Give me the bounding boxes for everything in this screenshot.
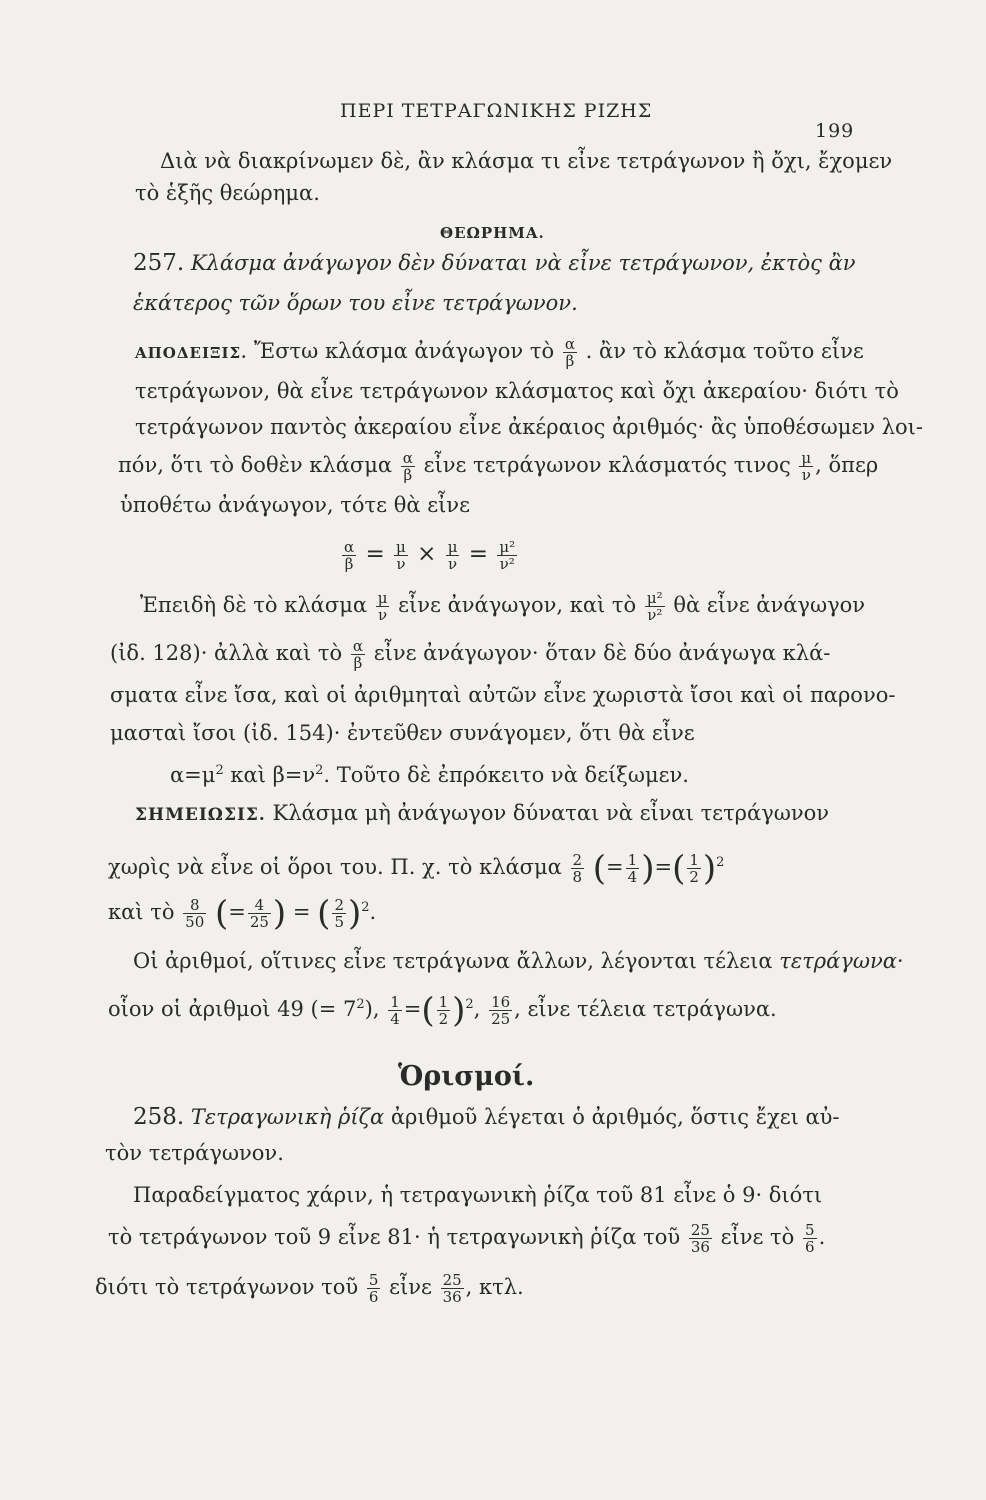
- proof-text-10c: καὶ β=ν: [223, 763, 316, 787]
- proof-text-1b: . ἂν τὸ κλάσμα τοῦτο εἶνε: [585, 339, 864, 363]
- running-header: ΠΕΡΙ ΤΕΤΡΑΓΩΝΙΚΗΣ ΡΙΖΗΣ: [340, 100, 653, 122]
- frac-num: α: [564, 335, 575, 353]
- proof-text-6c: θὰ εἶνε ἀνάγωγον: [673, 593, 866, 617]
- fraction-m-over-n: [799, 450, 813, 483]
- definition-number: 258.: [133, 1104, 185, 1130]
- equals-sign: =: [292, 900, 311, 924]
- perfect-text-2c: ),: [364, 997, 380, 1021]
- frac-den: ν: [448, 554, 458, 573]
- frac-den: 2: [689, 868, 699, 886]
- frac-den: ν: [378, 606, 388, 624]
- fraction-4-over-25: [248, 897, 271, 930]
- definition-text-4c: .: [818, 1225, 826, 1249]
- definitions-heading: Ὁρισμοί.: [398, 1061, 535, 1092]
- proof-text-4b: εἶνε τετράγωνον κλάσματός τινος: [423, 453, 791, 477]
- frac-den: 36: [690, 1238, 710, 1256]
- theorem-number: 257.: [133, 250, 185, 276]
- fraction-a-over-b: [342, 539, 356, 572]
- frac-num: 1: [390, 993, 400, 1011]
- definitions-line-5: [95, 1272, 524, 1305]
- proof-line-3: τετράγωνον παντὸς ἀκεραίου εἶνε ἀκέραιος ἀριθμός· ἂς ὑποθέσωμεν λοι-: [135, 415, 923, 439]
- frac-num: 16: [491, 993, 511, 1011]
- definitions-line-1: [133, 1104, 840, 1130]
- note-line-2: [108, 848, 725, 889]
- frac-num: μ: [447, 537, 458, 556]
- frac-den: 25: [491, 1010, 511, 1028]
- fraction-1-over-4: [388, 994, 402, 1027]
- frac-den: β: [353, 654, 363, 672]
- frac-num: α: [344, 537, 355, 556]
- superscript: 2: [356, 997, 365, 1012]
- proof-text-6b: εἶνε ἀνάγωγον, καὶ τὸ: [398, 593, 637, 617]
- equals-sign: =: [403, 997, 422, 1021]
- definition-text-4a: τὸ τετράγωνον τοῦ 9 εἶνε 81· ἡ τετραγωνικὴ ῥίζα τοῦ: [108, 1225, 681, 1249]
- perfect-text-2d: ,: [514, 997, 521, 1021]
- paren: ): [452, 990, 466, 1031]
- superscript: 2: [315, 763, 324, 778]
- proof-line-9: μασταὶ ἴσοι (ἰδ. 154)· ἐντεῦθεν συνάγομεν, ὅτι θὰ εἶνε: [110, 721, 695, 745]
- frac-num: α: [352, 637, 364, 655]
- fraction-1-over-4: [626, 852, 640, 885]
- proof-text-1a: Ἔστω κλάσμα ἀνάγωγον τὸ: [254, 339, 555, 363]
- superscript: 2: [465, 997, 474, 1012]
- paren: (: [317, 893, 331, 934]
- frac-num: 1: [627, 851, 638, 869]
- proof-line-7: [110, 638, 830, 671]
- frac-num: 1: [689, 851, 699, 869]
- fraction-m2-over-n2: [645, 590, 665, 623]
- frac-num: 8: [183, 897, 206, 914]
- definition-text-5c: , κτλ.: [465, 1275, 524, 1299]
- fraction-m-over-n: [394, 539, 408, 572]
- definition-text-5a: διότι τὸ τετράγωνον τοῦ: [95, 1275, 359, 1299]
- superscript: 2: [716, 855, 725, 870]
- fraction-25-over-36: [441, 1272, 464, 1305]
- proof-text-6a: Ἐπειδὴ δὲ τὸ κλάσμα: [140, 593, 368, 617]
- proof-text-10e: . Τοῦτο δὲ ἐπρόκειτο νὰ δείξωμεν.: [323, 763, 689, 787]
- frac-den: 4: [390, 1010, 400, 1028]
- frac-num: μ: [801, 449, 812, 467]
- paren: ): [702, 848, 717, 889]
- theorem-line-2: ἑκάτερος τῶν ὅρων του εἶνε τετράγωνον.: [133, 291, 578, 315]
- theorem-heading: ΘΕΩΡΗΜΑ.: [440, 224, 545, 242]
- note-line-1: [135, 800, 829, 828]
- proof-line-10: [170, 758, 689, 788]
- proof-text-10a: α=μ: [170, 763, 216, 787]
- fraction-16-over-25: [489, 994, 512, 1027]
- paren: ): [272, 893, 287, 934]
- frac-num: 25: [442, 1271, 462, 1289]
- fraction-2-over-5: [332, 897, 346, 930]
- fraction-5-over-6: [803, 1222, 817, 1255]
- definition-text-4b: εἶνε τὸ: [720, 1225, 795, 1249]
- fraction-1-over-2: [437, 994, 451, 1027]
- frac-num: 1: [438, 993, 449, 1011]
- perfect-line-2: [108, 990, 777, 1031]
- frac-den: ν²: [647, 606, 663, 624]
- times-sign: ×: [417, 541, 437, 567]
- perfect-text-2a: οἷον οἱ ἀριθμοὶ 49 (= 7: [108, 997, 357, 1021]
- fraction-m2-over-n2: [497, 539, 517, 572]
- proof-line-6: [140, 590, 865, 623]
- paren: ): [347, 893, 362, 934]
- fraction-2-over-8: [571, 852, 585, 885]
- proof-line-5: ὑποθέτω ἀνάγωγον, τότε θὰ εἶνε: [120, 493, 470, 517]
- theorem-text-1: Κλάσμα ἀνάγωγον δὲν δύναται νὰ εἶνε τετράγωνον, ἐκτὸς ἂν: [190, 251, 856, 275]
- frac-num: 2: [334, 896, 344, 914]
- equals-sign: =: [365, 541, 385, 567]
- proof-line-8: σματα εἶνε ἴσα, καὶ οἱ ἀριθμηταὶ αὐτῶν εἶνε χωριστὰ ἴσοι καὶ οἱ παρονο-: [110, 683, 896, 707]
- superscript: 2: [361, 900, 370, 915]
- definition-term: Τετραγωνικὴ ῥίζα: [190, 1105, 385, 1129]
- frac-den: 25: [249, 913, 269, 931]
- frac-num: 2: [572, 851, 583, 869]
- intro-line-2: τὸ ἑξῆς θεώρημα.: [135, 181, 320, 205]
- frac-den: 4: [627, 868, 638, 886]
- frac-den: 8: [572, 868, 583, 886]
- definition-text-5b: εἶνε: [389, 1275, 432, 1299]
- frac-den: 36: [442, 1288, 462, 1306]
- note-text-1: Κλάσμα μὴ ἀνάγωγον δύναται νὰ εἶναι τετράγωνον: [272, 801, 830, 825]
- definitions-line-3: Παραδείγματος χάριν, ἡ τετραγωνικὴ ῥίζα τοῦ 81 εἶνε ὁ 9· διότι: [133, 1183, 823, 1207]
- proof-line-2: τετράγωνον, θὰ εἶνε τετράγωνον κλάσματος καὶ ὄχι ἀκεραίου· διότι τὸ: [135, 379, 899, 403]
- perfect-line-1: [133, 948, 904, 974]
- frac-den: 6: [805, 1238, 815, 1256]
- fraction-a-over-b: [563, 336, 577, 369]
- fraction-m-over-n: [376, 590, 390, 623]
- note-line-3: καὶ τὸ $\frac{8}{50}$ (= $\frac{4}{25}$ ) = ( $\frac{2}{5}$ )$^2$.: [108, 893, 377, 934]
- paren: (: [672, 848, 686, 889]
- frac-den: β: [403, 466, 413, 484]
- perfect-text-2e: εἶνε τέλεια τετράγωνα.: [527, 997, 777, 1021]
- paren: (: [421, 990, 435, 1031]
- fraction-a-over-b: [351, 638, 365, 671]
- theorem-line-1: [133, 250, 856, 276]
- fraction-1-over-2: [687, 852, 701, 885]
- note-text-3a: καὶ τὸ: [108, 900, 175, 924]
- note-text-2a: χωρὶς νὰ εἶνε οἱ ὅροι του. Π. χ. τὸ κλάσμα: [108, 855, 562, 879]
- frac-den: ν²: [499, 554, 515, 573]
- frac-den: β: [344, 554, 354, 573]
- frac-num: μ²: [646, 589, 663, 607]
- proof-text-7a: (ἰδ. 128)· ἀλλὰ καὶ τὸ: [110, 641, 343, 665]
- proof-line-1: [135, 336, 864, 369]
- definitions-line-2: τὸν τετράγωνον.: [105, 1141, 284, 1165]
- frac-den: ν: [801, 466, 811, 484]
- frac-num: α: [402, 449, 413, 467]
- definitions-line-4: [108, 1222, 825, 1255]
- frac-den: 5: [334, 913, 344, 931]
- equals-sign: =: [468, 541, 489, 567]
- proof-label: ΑΠΟΔΕΙΞΙΣ.: [135, 344, 248, 362]
- paren: ): [641, 848, 655, 889]
- equals-sign: =: [654, 855, 673, 879]
- proof-text-4a: πόν, ὅτι τὸ δοθὲν κλάσμα: [118, 453, 393, 477]
- frac-num: 4: [248, 897, 271, 914]
- fraction-25-over-36: [689, 1222, 712, 1255]
- note-label: ΣΗΜΕΙΩΣΙΣ.: [135, 805, 266, 825]
- definition-text-1b: ἀριθμοῦ λέγεται ὁ ἀριθμός, ὅστις ἔχει αὐ-: [384, 1105, 840, 1129]
- frac-num: 5: [368, 1271, 379, 1289]
- perfect-text-1a: Οἱ ἀριθμοί, οἵτινες εἶνε τετράγωνα ἄλλων, λέγονται τέλεια: [133, 949, 780, 973]
- fraction-a-over-b: [401, 450, 415, 483]
- frac-num: 5: [805, 1221, 815, 1239]
- equation-a-over-b: [340, 532, 519, 576]
- fraction-8-over-50: [183, 897, 206, 930]
- intro-line-1: Διὰ νὰ διακρίνωμεν δὲ, ἂν κλάσμα τι εἶνε τετράγωνον ἢ ὄχι, ἔχομεν: [160, 149, 893, 173]
- frac-num: μ²: [499, 537, 516, 556]
- proof-text-7b: εἶνε ἀνάγωγον· ὅταν δὲ δύο ἀνάγωγα κλά-: [373, 641, 831, 665]
- frac-den: 2: [438, 1010, 449, 1028]
- paren: (: [214, 893, 229, 934]
- page-number: 199: [815, 120, 855, 142]
- equals-sign: =: [228, 900, 246, 924]
- paren: (: [592, 848, 607, 889]
- proof-line-4: [118, 450, 878, 483]
- frac-num: 25: [690, 1221, 710, 1239]
- perfect-text-1b: τετράγωνα·: [779, 949, 904, 973]
- fraction-m-over-n: [446, 539, 460, 572]
- equals-sign: =: [606, 855, 624, 879]
- frac-num: μ: [396, 537, 406, 556]
- frac-num: μ: [377, 589, 388, 607]
- frac-den: β: [565, 352, 575, 370]
- superscript: 2: [215, 763, 224, 778]
- perfect-text-2d: ,: [473, 997, 481, 1021]
- frac-den: ν: [396, 554, 406, 573]
- fraction-5-over-6: [367, 1272, 381, 1305]
- frac-den: 6: [368, 1288, 379, 1306]
- proof-text-4c: , ὅπερ: [815, 453, 879, 477]
- frac-den: 50: [185, 913, 205, 931]
